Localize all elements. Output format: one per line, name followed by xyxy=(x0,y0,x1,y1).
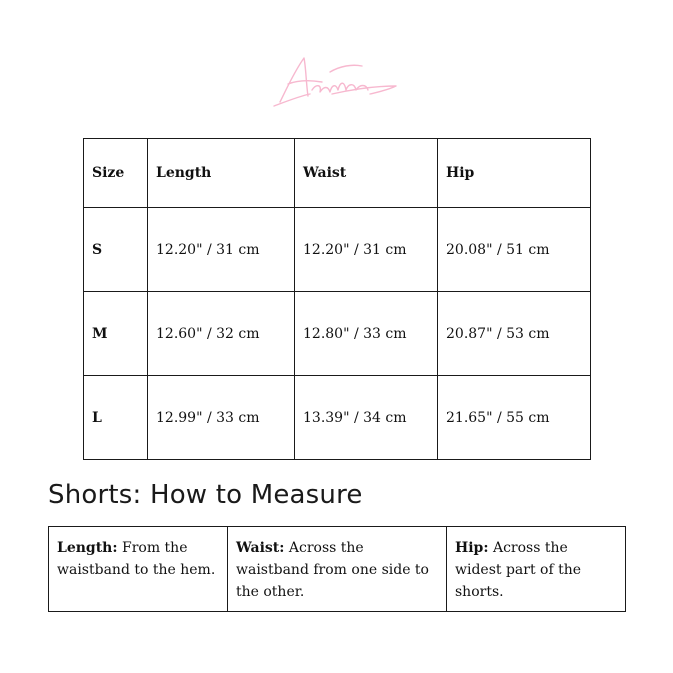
measure-term: Waist: xyxy=(236,540,285,556)
measure-item-hip xyxy=(447,527,626,612)
table-row xyxy=(84,292,591,376)
size-cell: S xyxy=(84,208,148,292)
brand-signature-logo xyxy=(270,50,405,110)
hip-cell: 21.65" / 55 cm xyxy=(438,376,591,460)
hip-cell: 20.08" / 51 cm xyxy=(438,208,591,292)
header-length: Length xyxy=(148,139,295,208)
length-cell: 12.99" / 33 cm xyxy=(148,376,295,460)
size-chart-header-row xyxy=(84,139,591,208)
how-to-measure-title: Shorts: How to Measure xyxy=(48,480,363,510)
measure-item-waist xyxy=(228,527,447,612)
waist-cell: 12.20" / 31 cm xyxy=(295,208,438,292)
measure-term: Hip: xyxy=(455,540,489,556)
how-to-measure-table xyxy=(48,526,626,612)
measure-description: From the waistband to the hem. xyxy=(57,540,216,578)
length-cell: 12.60" / 32 cm xyxy=(148,292,295,376)
measure-item-length xyxy=(49,527,228,612)
header-waist: Waist xyxy=(295,139,438,208)
table-row xyxy=(84,208,591,292)
how-to-measure-row xyxy=(49,527,626,612)
table-row xyxy=(84,376,591,460)
size-cell: M xyxy=(84,292,148,376)
measure-description: Across the widest part of the shorts. xyxy=(455,540,582,600)
measure-term: Length: xyxy=(57,540,118,556)
header-hip: Hip xyxy=(438,139,591,208)
size-chart-table xyxy=(83,138,591,460)
size-cell: L xyxy=(84,376,148,460)
waist-cell: 12.80" / 33 cm xyxy=(295,292,438,376)
length-cell: 12.20" / 31 cm xyxy=(148,208,295,292)
waist-cell: 13.39" / 34 cm xyxy=(295,376,438,460)
hip-cell: 20.87" / 53 cm xyxy=(438,292,591,376)
measure-description: Across the waistband from one side to the other. xyxy=(236,540,429,600)
header-size: Size xyxy=(84,139,148,208)
